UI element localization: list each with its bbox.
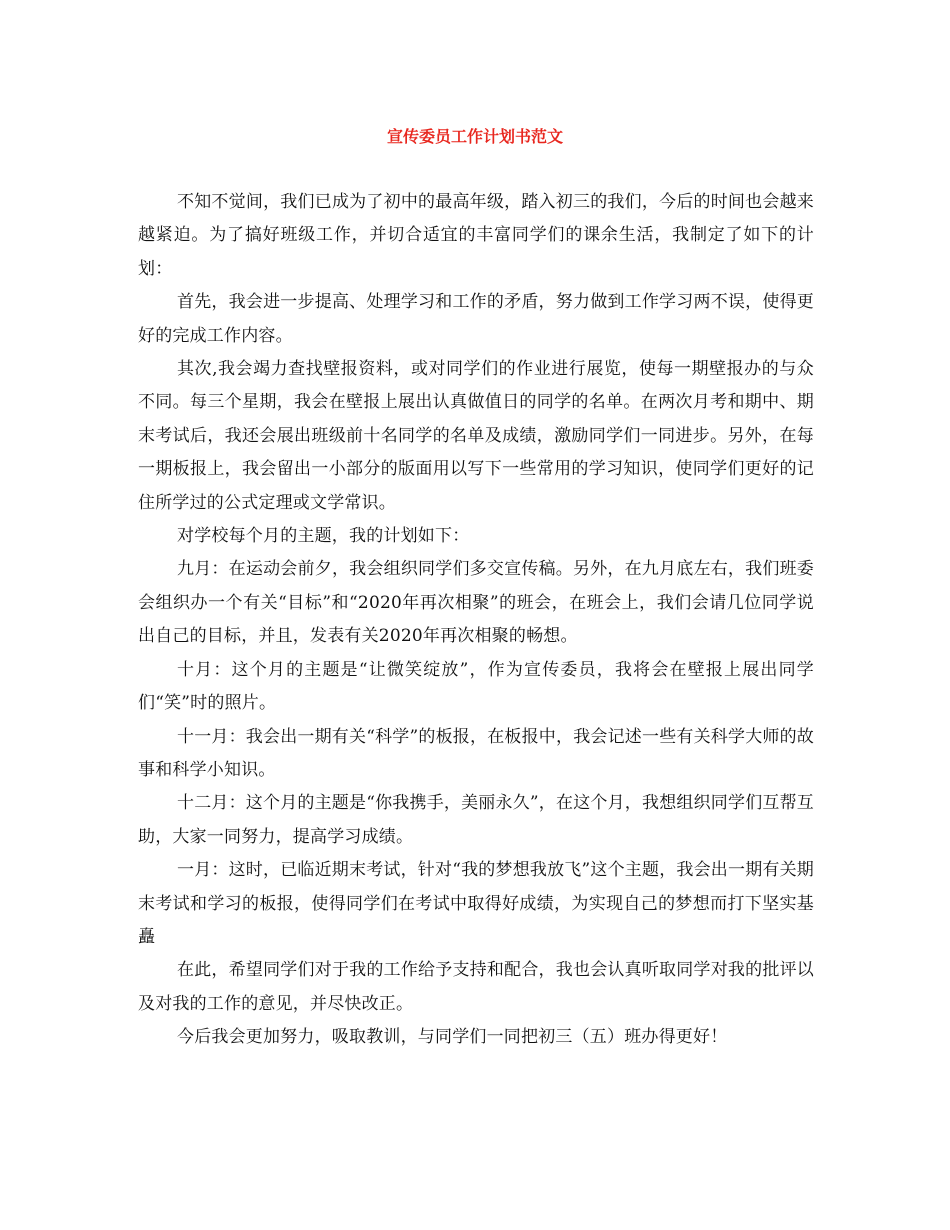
- paragraph-second: 其次,我会竭力查找壁报资料，或对同学们的作业进行展览，使每一期壁报办的与众不同。每三个星期，我会在壁报上展出认真做值日的同学的名单。在两次月考和期中、期末考试后，我还会展出班级前十名同学的名单及成绩，激励同学们一同进步。另外，在每一期板报上，我会留出一小部分的版面用以写下一些常用的学习知识，使同学们更好的记住所学过的公式定理或文学常识。: [138, 359, 814, 513]
- paragraph-december: 十二月：这个月的主题是“你我携手，美丽永久”，在这个月，我想组织同学们互帮互助，大家一同努力，提高学习成绩。: [138, 793, 814, 847]
- document-title: 宣传委员工作计划书范文: [386, 127, 563, 146]
- paragraph-monthly-plan-intro: 对学校每个月的主题，我的计划如下：: [177, 526, 470, 547]
- document-body: [138, 186, 814, 1055]
- paragraph-intro: 不知不觉间，我们已成为了初中的最高年级，踏入初三的我们，今后的时间也会越来越紧迫。为了搞好班级工作，并切合适宜的丰富同学们的课余生活，我制定了如下的计划：: [138, 192, 814, 279]
- paragraph-request: 在此，希望同学们对于我的工作给予支持和配合，我也会认真听取同学对我的批评以及对我的工作的意见，并尽快改正。: [138, 960, 814, 1014]
- paragraph-november: 十一月：我会出一期有关“科学”的板报，在板报中，我会记述一些有关科学大师的故事和科学小知识。: [138, 726, 814, 780]
- paragraph-closing: 今后我会更加努力，吸取教训，与同学们一同把初三（五）班办得更好！: [177, 1027, 728, 1048]
- paragraph-january: 一月：这时，已临近期末考试，针对“我的梦想我放飞”这个主题，我会出一期有关期末考试和学习的板报，使得同学们在考试中取得好成绩，为实现自己的梦想而打下坚实基矗: [138, 860, 814, 947]
- paragraph-october: 十月：这个月的主题是“让微笑绽放”，作为宣传委员，我将会在壁报上展出同学们“笑”时的照片。: [138, 659, 814, 714]
- paragraph-first: 首先，我会进一步提高、处理学习和工作的矛盾，努力做到工作学习两不误，使得更好的完成工作内容。: [138, 292, 814, 346]
- paragraph-september: 九月：在运动会前夕，我会组织同学们多交宣传稿。另外，在九月底左右，我们班委会组织办一个有关“目标”和“2020年再次相聚”的班会，在班会上，我们会请几位同学说出自己的目标，并且，发表有关2020年再次相聚的畅想。: [138, 559, 814, 647]
